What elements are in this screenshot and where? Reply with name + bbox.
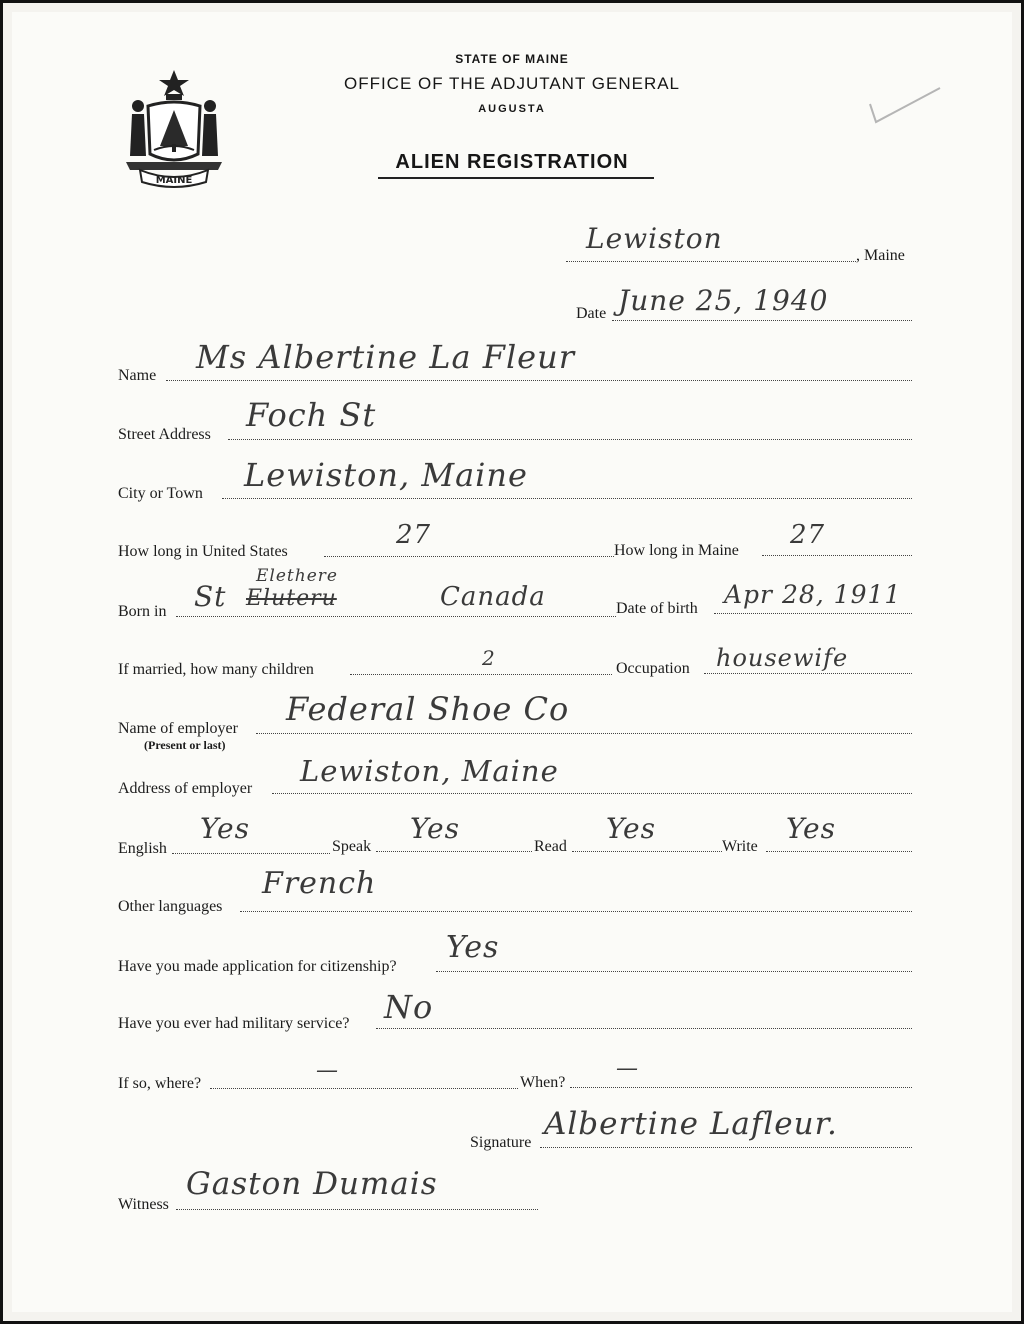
when-line xyxy=(570,1087,912,1088)
place-value: Lewiston xyxy=(586,222,723,255)
years-us-line xyxy=(324,556,614,557)
born-correction: Elethere xyxy=(256,566,338,586)
citizenship-value: Yes xyxy=(446,930,500,965)
city-label: City or Town xyxy=(118,485,203,502)
years-maine-line xyxy=(762,555,912,556)
write-label: Write xyxy=(722,838,758,855)
dob-value: Apr 28, 1911 xyxy=(724,580,902,609)
years-us-label: How long in United States xyxy=(118,543,288,560)
when-label: When? xyxy=(520,1074,566,1091)
english-line xyxy=(172,853,330,854)
dob-label: Date of birth xyxy=(616,600,698,617)
date-line xyxy=(612,320,912,321)
children-label: If married, how many children xyxy=(118,661,314,678)
years-maine-label: How long in Maine xyxy=(614,542,739,559)
read-label: Read xyxy=(534,838,567,855)
born-label: Born in xyxy=(118,603,167,620)
where-line xyxy=(210,1088,518,1089)
signature-line xyxy=(540,1147,912,1148)
speak-line xyxy=(376,851,532,852)
occupation-value: housewife xyxy=(716,644,849,672)
employer-sublabel: (Present or last) xyxy=(144,738,226,752)
street-line xyxy=(228,439,912,440)
place-suffix: , Maine xyxy=(856,247,905,264)
military-label: Have you ever had military service? xyxy=(118,1015,350,1032)
speak-value: Yes xyxy=(410,812,460,845)
other-languages-label: Other languages xyxy=(118,898,223,915)
state-heading: STATE OF MAINE xyxy=(455,52,569,66)
english-value: Yes xyxy=(200,812,250,845)
name-value: Ms Albertine La Fleur xyxy=(196,338,576,376)
occupation-line xyxy=(704,673,912,674)
years-us-value: 27 xyxy=(396,520,432,550)
name-line xyxy=(166,380,912,381)
title-underline xyxy=(378,177,654,179)
children-line xyxy=(350,674,612,675)
born-struck-value: Eluteru xyxy=(246,586,337,611)
other-languages-value: French xyxy=(262,866,377,901)
office-heading: OFFICE OF THE ADJUTANT GENERAL xyxy=(343,74,681,93)
occupation-label: Occupation xyxy=(616,660,690,677)
place-line xyxy=(566,261,856,262)
other-languages-line xyxy=(240,911,912,912)
street-label: Street Address xyxy=(118,426,211,443)
born-line xyxy=(176,616,616,617)
employer-address-line xyxy=(272,793,912,794)
street-value: Foch St xyxy=(246,396,377,434)
write-value: Yes xyxy=(786,812,836,845)
date-label: Date xyxy=(576,305,607,322)
read-line xyxy=(572,851,722,852)
witness-line xyxy=(176,1209,538,1210)
signature-value: Albertine Lafleur. xyxy=(544,1106,838,1142)
city-value: Lewiston, Maine xyxy=(244,456,528,494)
name-label: Name xyxy=(118,367,157,384)
born-country: Canada xyxy=(440,582,546,612)
employer-line xyxy=(256,733,912,734)
employer-label: Name of employer xyxy=(118,720,238,737)
english-label: English xyxy=(118,840,167,857)
witness-label: Witness xyxy=(118,1196,169,1213)
citizenship-label: Have you made application for citizenship? xyxy=(118,958,397,975)
military-line xyxy=(376,1028,912,1029)
when-value: — xyxy=(616,1056,639,1081)
where-label: If so, where? xyxy=(118,1075,202,1092)
write-line xyxy=(766,851,912,852)
employer-address-label: Address of employer xyxy=(118,780,253,797)
city-heading: AUGUSTA xyxy=(478,103,546,115)
where-value: — xyxy=(316,1058,339,1083)
city-line xyxy=(222,498,912,499)
born-prefix: St xyxy=(194,580,227,613)
years-maine-value: 27 xyxy=(790,520,826,550)
seal-text: MAINE xyxy=(155,175,193,186)
citizenship-line xyxy=(436,971,912,972)
form-title: ALIEN REGISTRATION xyxy=(395,151,629,173)
employer-address-value: Lewiston, Maine xyxy=(300,754,559,788)
date-value: June 25, 1940 xyxy=(618,284,829,317)
witness-value: Gaston Dumais xyxy=(186,1166,438,1202)
children-value: 2 xyxy=(482,646,496,670)
read-value: Yes xyxy=(606,812,656,845)
military-value: No xyxy=(384,988,434,1026)
speak-label: Speak xyxy=(332,838,372,855)
employer-value: Federal Shoe Co xyxy=(286,690,570,728)
dob-line xyxy=(714,613,912,614)
signature-label: Signature xyxy=(470,1134,532,1151)
